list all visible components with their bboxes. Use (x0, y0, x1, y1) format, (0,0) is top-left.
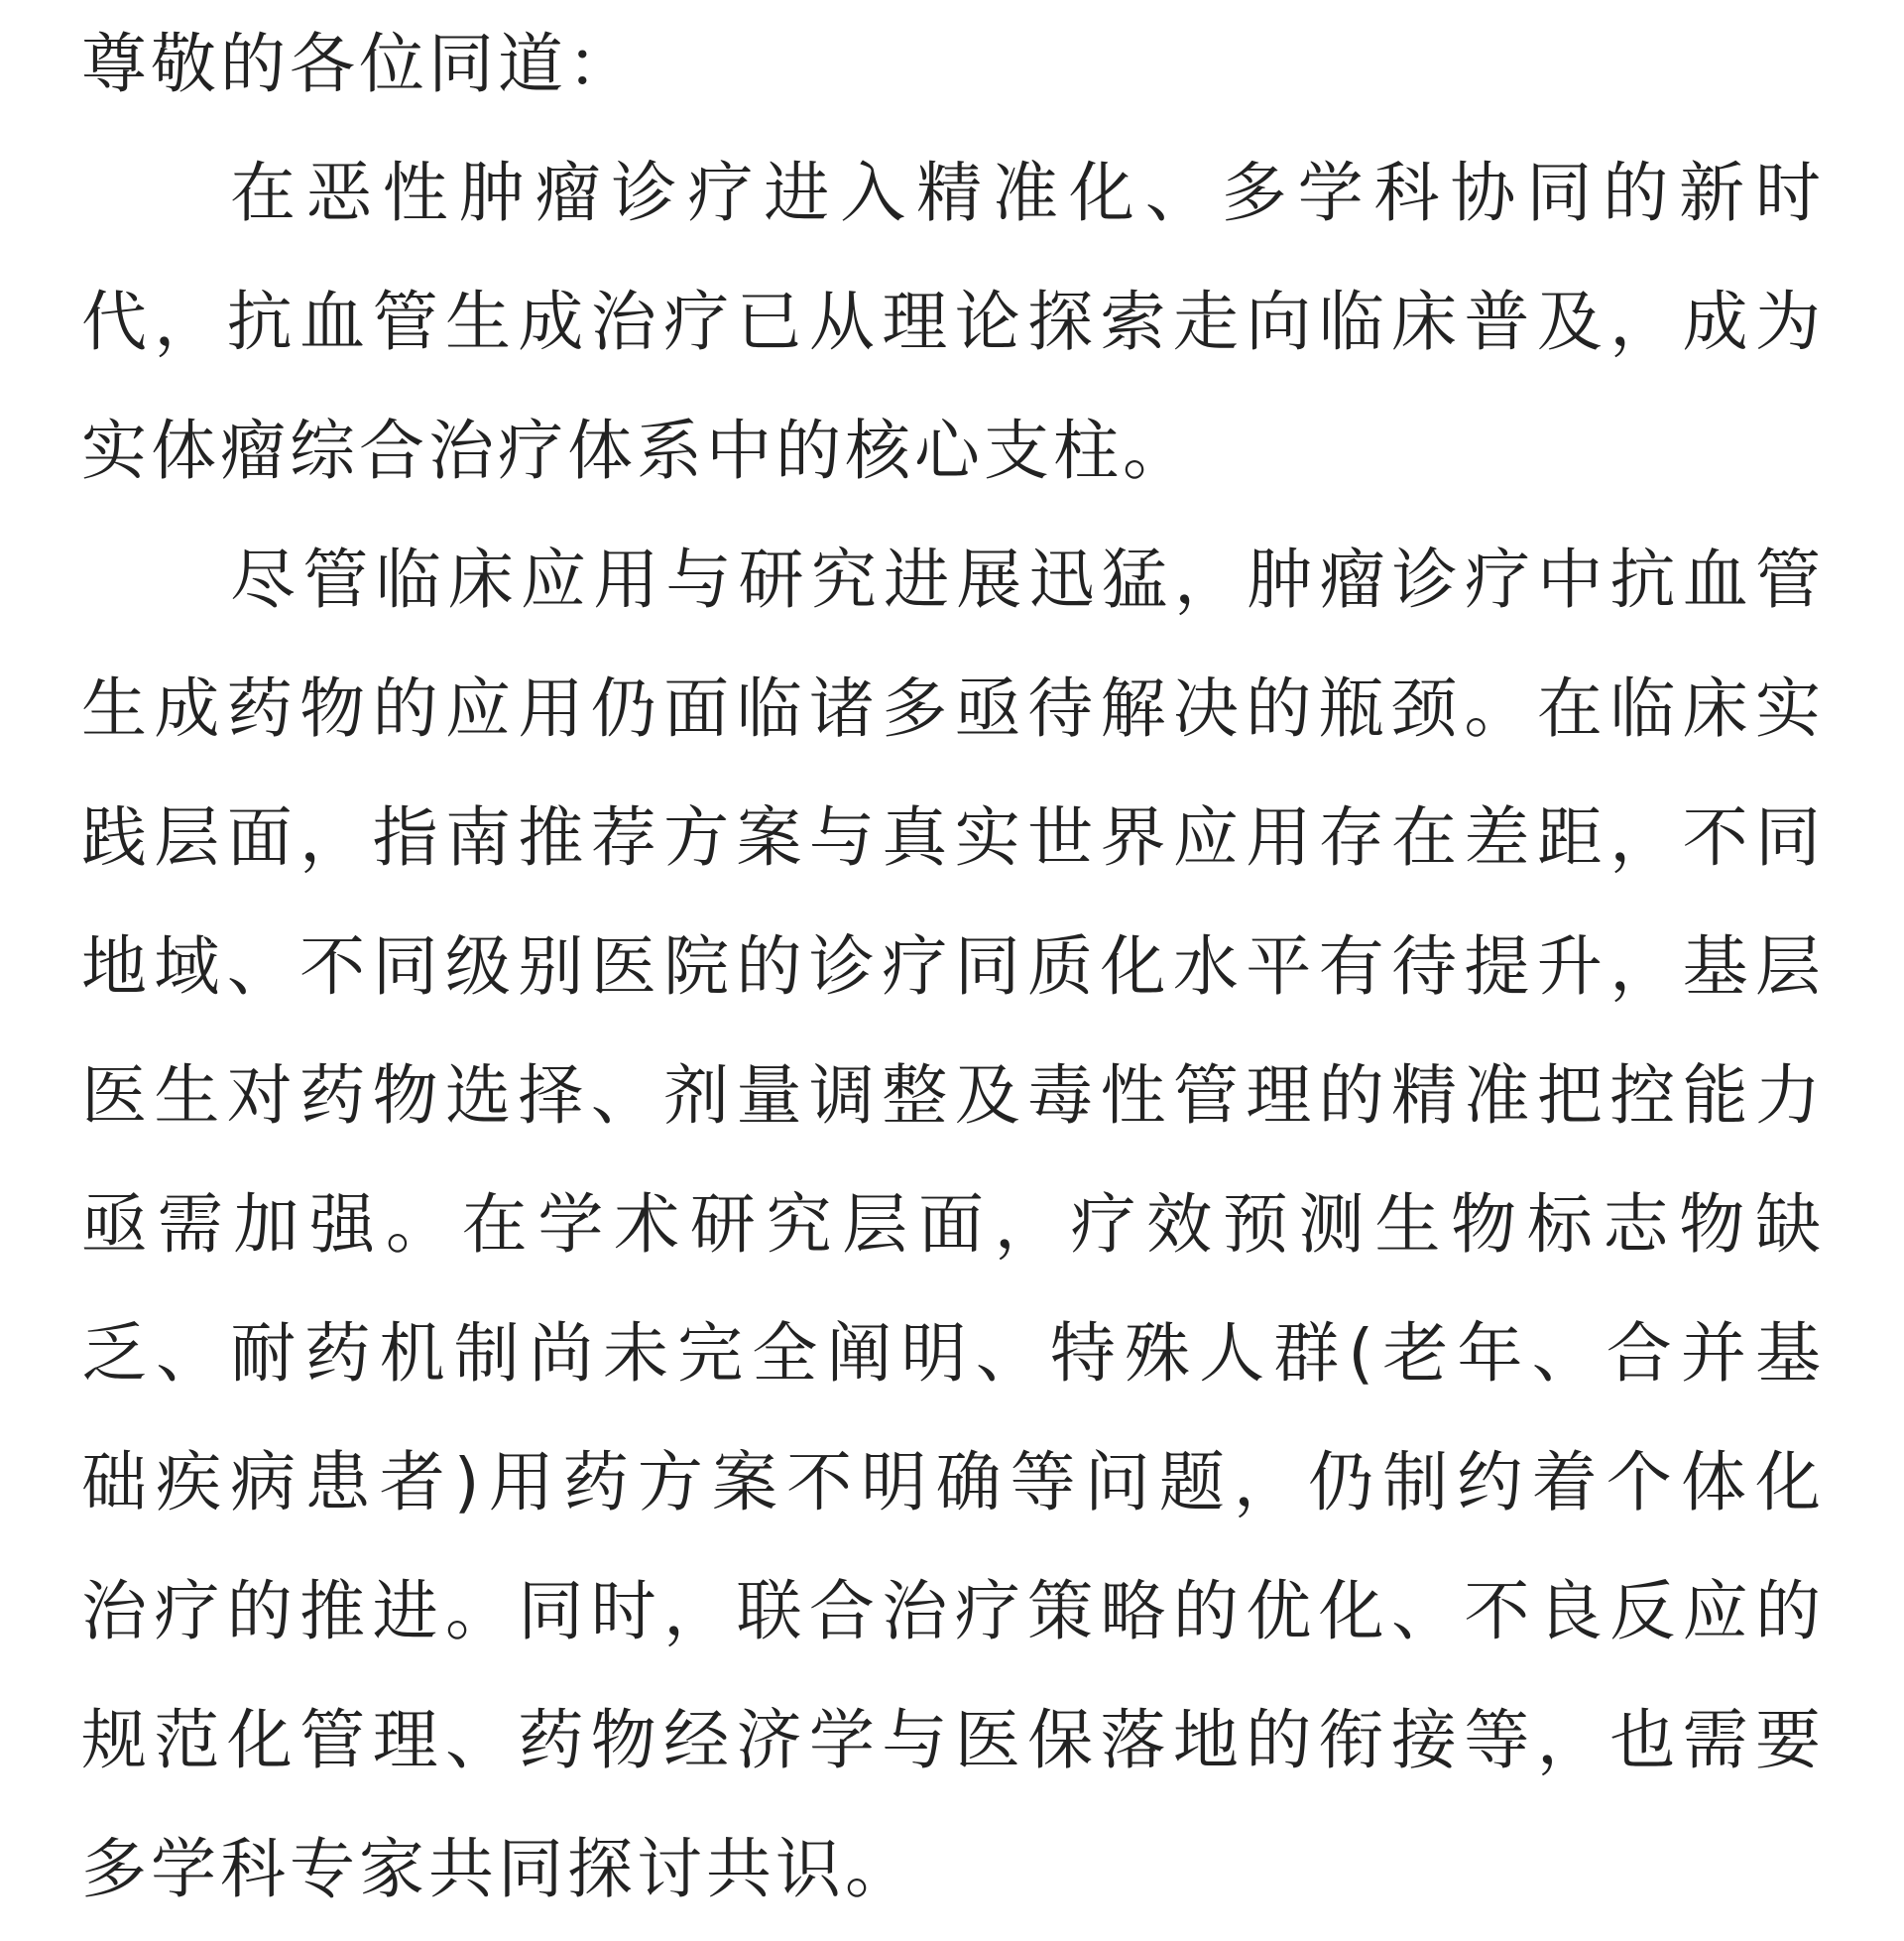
paragraph-2-line-6: 亟需加强。在学术研究层面，疗效预测生物标志物缺 (81, 1186, 1825, 1263)
paragraph-2-line-2: 生成药物的应用仍面临诸多亟待解决的瓶颈。在临床实 (81, 670, 1825, 747)
paragraph-2-line-11: 多学科专家共同探讨共识。 (81, 1831, 914, 1907)
paragraph-2-line-9: 治疗的推进。同时，联合治疗策略的优化、不良反应的 (81, 1573, 1825, 1649)
paragraph-1 (81, 129, 1825, 516)
paragraph-2-line-1: 尽管临床应用与研究进展迅猛，肿瘤诊疗中抗血管 (230, 542, 1825, 618)
paragraph-1-line-3: 实体瘤综合治疗体系中的核心支柱。 (81, 413, 1192, 489)
paragraph-2 (81, 516, 1825, 1934)
paragraph-2-line-10: 规范化管理、药物经济学与医保落地的衔接等，也需要 (81, 1702, 1825, 1778)
paragraph-2-line-4: 地域、不同级别医院的诊疗同质化水平有待提升，基层 (81, 928, 1825, 1005)
paragraph-2-line-8: 础疾病患者)用药方案不明确等问题，仍制约着个体化 (81, 1444, 1825, 1520)
paragraph-1-line-2: 代，抗血管生成治疗已从理论探索走向临床普及，成为 (81, 284, 1825, 360)
paragraph-2-line-5: 医生对药物选择、剂量调整及毒性管理的精准把控能力 (81, 1057, 1825, 1134)
paragraph-1-line-1: 在恶性肿瘤诊疗进入精准化、多学科协同的新时 (230, 155, 1825, 231)
salutation: 尊敬的各位同道： (81, 26, 637, 102)
paragraph-2-line-3: 践层面，指南推荐方案与真实世界应用存在差距，不同 (81, 799, 1825, 876)
paragraph-2-line-7: 乏、耐药机制尚未完全阐明、特殊人群(老年、合并基 (81, 1315, 1825, 1392)
